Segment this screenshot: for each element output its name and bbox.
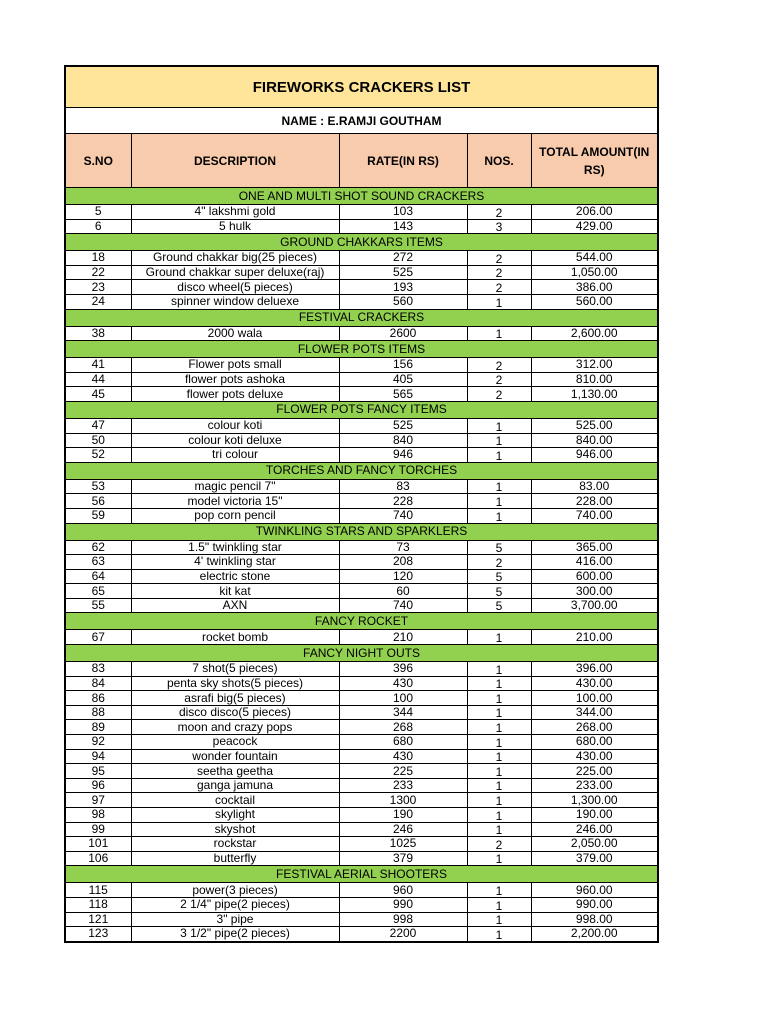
cell-description: 3 1/2" pipe(2 pieces): [131, 927, 339, 941]
table-row: [66, 883, 657, 898]
cell-nos: 1: [467, 433, 531, 448]
cell-total: 840.00: [531, 433, 657, 448]
cell-total: 560.00: [531, 294, 657, 309]
table-row: [66, 372, 657, 387]
cell-description: 5 hulk: [131, 219, 339, 234]
cell-total: 344.00: [531, 705, 657, 720]
table-row: [66, 927, 657, 941]
table-row: [66, 778, 657, 793]
cell-total: 268.00: [531, 720, 657, 735]
cell-rate: 83: [339, 479, 467, 494]
table-row: [66, 662, 657, 677]
cell-sno: 24: [66, 294, 131, 309]
cell-total: 2,050.00: [531, 837, 657, 852]
section-header-row: [66, 462, 657, 479]
cell-sno: 63: [66, 555, 131, 570]
cell-total: 990.00: [531, 897, 657, 912]
table-row: [66, 691, 657, 706]
table-row: [66, 479, 657, 494]
cell-nos: 1: [467, 912, 531, 927]
cell-description: 4' twinkling star: [131, 555, 339, 570]
cell-sno: 92: [66, 735, 131, 750]
section-header-row: [66, 613, 657, 630]
cell-sno: 95: [66, 764, 131, 779]
cell-sno: 52: [66, 448, 131, 463]
section-title: TWINKLING STARS AND SPARKLERS: [66, 523, 657, 540]
cell-description: 7 shot(5 pieces): [131, 662, 339, 677]
table-row: [66, 569, 657, 584]
header-total-amount: TOTAL AMOUNT(IN RS): [531, 134, 657, 188]
cell-description: magic pencil 7": [131, 479, 339, 494]
header-rate: RATE(IN RS): [339, 134, 467, 188]
cell-rate: 2600: [339, 326, 467, 341]
table-row: [66, 837, 657, 852]
cell-total: 228.00: [531, 494, 657, 509]
cell-total: 600.00: [531, 569, 657, 584]
cell-description: 2000 wala: [131, 326, 339, 341]
cell-rate: 190: [339, 808, 467, 823]
cell-sno: 88: [66, 705, 131, 720]
cell-total: 386.00: [531, 280, 657, 295]
cell-description: rocket bomb: [131, 630, 339, 645]
cell-sno: 84: [66, 676, 131, 691]
cell-description: skyshot: [131, 822, 339, 837]
cell-total: 312.00: [531, 358, 657, 373]
cell-nos: 1: [467, 822, 531, 837]
cell-sno: 101: [66, 837, 131, 852]
cell-nos: 1: [467, 418, 531, 433]
cell-sno: 56: [66, 494, 131, 509]
cell-description: power(3 pieces): [131, 883, 339, 898]
cell-rate: 272: [339, 251, 467, 266]
section-header-row: [66, 645, 657, 662]
cell-rate: 840: [339, 433, 467, 448]
section-header-row: [66, 866, 657, 883]
cell-total: 3,700.00: [531, 598, 657, 613]
table-row: [66, 555, 657, 570]
cell-description: Ground chakkar super deluxe(raj): [131, 265, 339, 280]
cell-total: 83.00: [531, 479, 657, 494]
cell-nos: 2: [467, 205, 531, 220]
section-title: ONE AND MULTI SHOT SOUND CRACKERS: [66, 188, 657, 205]
section-title: FANCY NIGHT OUTS: [66, 645, 657, 662]
cell-total: 2,600.00: [531, 326, 657, 341]
cell-sno: 47: [66, 418, 131, 433]
cell-total: 429.00: [531, 219, 657, 234]
cell-rate: 2200: [339, 927, 467, 941]
cell-sno: 65: [66, 584, 131, 599]
cell-nos: 1: [467, 793, 531, 808]
section-header-row: [66, 523, 657, 540]
table-row: [66, 735, 657, 750]
cell-rate: 233: [339, 778, 467, 793]
cell-description: rockstar: [131, 837, 339, 852]
section-header-row: [66, 401, 657, 418]
cell-sno: 118: [66, 897, 131, 912]
cell-rate: 156: [339, 358, 467, 373]
cell-total: 946.00: [531, 448, 657, 463]
cell-sno: 86: [66, 691, 131, 706]
table-row: [66, 251, 657, 266]
table-row: [66, 584, 657, 599]
cell-nos: 1: [467, 294, 531, 309]
cell-nos: 5: [467, 598, 531, 613]
cell-nos: 2: [467, 358, 531, 373]
cell-description: butterfly: [131, 851, 339, 866]
cell-rate: 525: [339, 418, 467, 433]
cell-rate: 740: [339, 508, 467, 523]
table-row: [66, 387, 657, 402]
table-row: [66, 508, 657, 523]
cell-sno: 23: [66, 280, 131, 295]
cell-total: 2,200.00: [531, 927, 657, 941]
table-row: [66, 433, 657, 448]
table-row: [66, 598, 657, 613]
cell-nos: 1: [467, 705, 531, 720]
table-row: [66, 705, 657, 720]
cell-sno: 41: [66, 358, 131, 373]
cell-nos: 1: [467, 326, 531, 341]
cell-nos: 1: [467, 691, 531, 706]
cell-nos: 2: [467, 387, 531, 402]
cell-total: 100.00: [531, 691, 657, 706]
cell-sno: 115: [66, 883, 131, 898]
sheet-title: FIREWORKS CRACKERS LIST: [66, 67, 657, 108]
cell-rate: 120: [339, 569, 467, 584]
section-title: FLOWER POTS ITEMS: [66, 341, 657, 358]
table-body: [66, 188, 657, 941]
cell-rate: 268: [339, 720, 467, 735]
cell-description: seetha geetha: [131, 764, 339, 779]
cell-total: 544.00: [531, 251, 657, 266]
table-row: [66, 630, 657, 645]
header-nos: NOS.: [467, 134, 531, 188]
cell-description: electric stone: [131, 569, 339, 584]
cell-rate: 379: [339, 851, 467, 866]
cell-total: 206.00: [531, 205, 657, 220]
header-sno: S.NO: [66, 134, 131, 188]
price-table: [66, 134, 657, 941]
table-row: [66, 280, 657, 295]
cell-description: AXN: [131, 598, 339, 613]
cell-sno: 38: [66, 326, 131, 341]
cell-total: 740.00: [531, 508, 657, 523]
cell-total: 430.00: [531, 676, 657, 691]
cell-rate: 998: [339, 912, 467, 927]
cell-rate: 1300: [339, 793, 467, 808]
cell-description: colour koti deluxe: [131, 433, 339, 448]
table-header-row: [66, 134, 657, 188]
section-title: TORCHES AND FANCY TORCHES: [66, 462, 657, 479]
table-row: [66, 265, 657, 280]
cell-nos: 1: [467, 494, 531, 509]
table-row: [66, 219, 657, 234]
cell-nos: 1: [467, 851, 531, 866]
cell-sno: 96: [66, 778, 131, 793]
cell-sno: 18: [66, 251, 131, 266]
cell-total: 1,130.00: [531, 387, 657, 402]
cell-rate: 740: [339, 598, 467, 613]
table-row: [66, 822, 657, 837]
cell-sno: 123: [66, 927, 131, 941]
table-row: [66, 205, 657, 220]
cell-sno: 55: [66, 598, 131, 613]
cell-rate: 525: [339, 265, 467, 280]
cell-sno: 6: [66, 219, 131, 234]
table-row: [66, 897, 657, 912]
cell-sno: 99: [66, 822, 131, 837]
cell-rate: 246: [339, 822, 467, 837]
cell-sno: 59: [66, 508, 131, 523]
cell-sno: 64: [66, 569, 131, 584]
cell-total: 416.00: [531, 555, 657, 570]
table-row: [66, 912, 657, 927]
cell-description: wonder fountain: [131, 749, 339, 764]
section-title: FANCY ROCKET: [66, 613, 657, 630]
cell-rate: 1025: [339, 837, 467, 852]
cell-description: disco disco(5 pieces): [131, 705, 339, 720]
cell-rate: 208: [339, 555, 467, 570]
cell-total: 246.00: [531, 822, 657, 837]
cell-nos: 5: [467, 584, 531, 599]
cell-description: model victoria 15": [131, 494, 339, 509]
cell-rate: 560: [339, 294, 467, 309]
table-row: [66, 720, 657, 735]
cell-rate: 103: [339, 205, 467, 220]
section-title: FESTIVAL CRACKERS: [66, 309, 657, 326]
cell-nos: 1: [467, 749, 531, 764]
table-row: [66, 749, 657, 764]
table-row: [66, 764, 657, 779]
section-header-row: [66, 309, 657, 326]
cell-nos: 2: [467, 265, 531, 280]
cell-total: 998.00: [531, 912, 657, 927]
cell-rate: 430: [339, 749, 467, 764]
cell-rate: 73: [339, 540, 467, 555]
cell-sno: 53: [66, 479, 131, 494]
cell-total: 233.00: [531, 778, 657, 793]
cell-rate: 225: [339, 764, 467, 779]
header-description: DESCRIPTION: [131, 134, 339, 188]
cell-description: disco wheel(5 pieces): [131, 280, 339, 295]
cell-rate: 143: [339, 219, 467, 234]
cell-total: 396.00: [531, 662, 657, 677]
cell-description: pop corn pencil: [131, 508, 339, 523]
cell-total: 810.00: [531, 372, 657, 387]
table-row: [66, 540, 657, 555]
cell-rate: 990: [339, 897, 467, 912]
cell-nos: 1: [467, 720, 531, 735]
cell-total: 365.00: [531, 540, 657, 555]
cell-sno: 44: [66, 372, 131, 387]
cell-nos: 3: [467, 219, 531, 234]
cell-rate: 680: [339, 735, 467, 750]
cell-nos: 1: [467, 897, 531, 912]
cell-rate: 430: [339, 676, 467, 691]
cell-total: 960.00: [531, 883, 657, 898]
cell-nos: 5: [467, 569, 531, 584]
cell-sno: 45: [66, 387, 131, 402]
cell-nos: 2: [467, 555, 531, 570]
cell-description: 1.5" twinkling star: [131, 540, 339, 555]
table-row: [66, 326, 657, 341]
table-row: [66, 418, 657, 433]
cell-sno: 62: [66, 540, 131, 555]
cell-description: 3" pipe: [131, 912, 339, 927]
cell-sno: 94: [66, 749, 131, 764]
cell-sno: 98: [66, 808, 131, 823]
cell-sno: 22: [66, 265, 131, 280]
cell-description: spinner window deluexe: [131, 294, 339, 309]
table-row: [66, 793, 657, 808]
cell-nos: 2: [467, 251, 531, 266]
section-header-row: [66, 188, 657, 205]
cell-total: 680.00: [531, 735, 657, 750]
cell-rate: 60: [339, 584, 467, 599]
cell-nos: 1: [467, 764, 531, 779]
cell-total: 300.00: [531, 584, 657, 599]
cell-nos: 1: [467, 676, 531, 691]
cell-sno: 106: [66, 851, 131, 866]
cell-nos: 1: [467, 778, 531, 793]
section-title: FLOWER POTS FANCY ITEMS: [66, 401, 657, 418]
cell-sno: 89: [66, 720, 131, 735]
cell-rate: 405: [339, 372, 467, 387]
cell-nos: 1: [467, 927, 531, 941]
table-row: [66, 494, 657, 509]
cell-description: 4" lakshmi gold: [131, 205, 339, 220]
cell-description: kit kat: [131, 584, 339, 599]
cell-nos: 5: [467, 540, 531, 555]
cell-description: ganga jamuna: [131, 778, 339, 793]
cell-rate: 344: [339, 705, 467, 720]
cell-nos: 1: [467, 808, 531, 823]
table-row: [66, 294, 657, 309]
cell-total: 430.00: [531, 749, 657, 764]
table-row: [66, 358, 657, 373]
cell-sno: 83: [66, 662, 131, 677]
cell-rate: 210: [339, 630, 467, 645]
cell-nos: 2: [467, 837, 531, 852]
cell-total: 225.00: [531, 764, 657, 779]
cell-rate: 228: [339, 494, 467, 509]
cell-rate: 946: [339, 448, 467, 463]
cell-nos: 1: [467, 448, 531, 463]
cell-description: flower pots deluxe: [131, 387, 339, 402]
cell-sno: 50: [66, 433, 131, 448]
cell-sno: 5: [66, 205, 131, 220]
table-row: [66, 676, 657, 691]
cell-nos: 1: [467, 662, 531, 677]
cell-description: asrafi big(5 pieces): [131, 691, 339, 706]
cell-rate: 960: [339, 883, 467, 898]
cell-nos: 2: [467, 372, 531, 387]
section-header-row: [66, 341, 657, 358]
cell-total: 210.00: [531, 630, 657, 645]
cell-total: 1,050.00: [531, 265, 657, 280]
cell-description: 2 1/4" pipe(2 pieces): [131, 897, 339, 912]
cell-description: skylight: [131, 808, 339, 823]
table-row: [66, 808, 657, 823]
cell-description: peacock: [131, 735, 339, 750]
cell-description: colour koti: [131, 418, 339, 433]
cell-rate: 193: [339, 280, 467, 295]
cell-rate: 565: [339, 387, 467, 402]
cell-total: 190.00: [531, 808, 657, 823]
cell-total: 1,300.00: [531, 793, 657, 808]
cell-sno: 67: [66, 630, 131, 645]
cell-total: 379.00: [531, 851, 657, 866]
section-title: FESTIVAL AERIAL SHOOTERS: [66, 866, 657, 883]
cell-description: tri colour: [131, 448, 339, 463]
crackers-list-sheet: [64, 65, 659, 943]
cell-description: cocktail: [131, 793, 339, 808]
section-title: GROUND CHAKKARS ITEMS: [66, 234, 657, 251]
cell-nos: 1: [467, 883, 531, 898]
table-row: [66, 851, 657, 866]
cell-sno: 121: [66, 912, 131, 927]
customer-name: NAME : E.RAMJI GOUTHAM: [66, 108, 657, 134]
cell-nos: 1: [467, 630, 531, 645]
cell-nos: 1: [467, 479, 531, 494]
cell-description: moon and crazy pops: [131, 720, 339, 735]
cell-sno: 97: [66, 793, 131, 808]
cell-description: flower pots ashoka: [131, 372, 339, 387]
cell-nos: 2: [467, 280, 531, 295]
cell-rate: 396: [339, 662, 467, 677]
cell-description: Flower pots small: [131, 358, 339, 373]
cell-total: 525.00: [531, 418, 657, 433]
cell-nos: 1: [467, 735, 531, 750]
section-header-row: [66, 234, 657, 251]
table-row: [66, 448, 657, 463]
cell-description: penta sky shots(5 pieces): [131, 676, 339, 691]
cell-nos: 1: [467, 508, 531, 523]
cell-description: Ground chakkar big(25 pieces): [131, 251, 339, 266]
cell-rate: 100: [339, 691, 467, 706]
